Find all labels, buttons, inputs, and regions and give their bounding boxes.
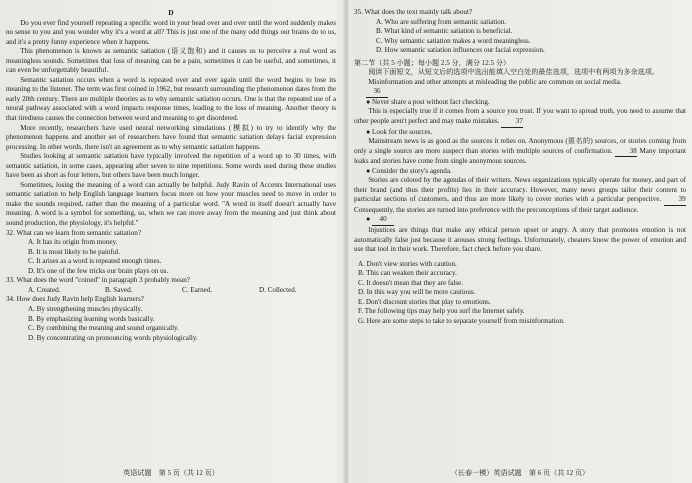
blank-36: 36 xyxy=(366,87,388,98)
paragraph-2: This phenomenon is known as semantic satiation (语义饱和) and it causes us to perceive a real word as meaningless sounds. Sometimes that loss of meaning can be a pain, sometimes it can be useful, and sometimes, it can even be unforgettably beautiful. xyxy=(6,47,336,75)
question-34-stem: 34. How does Judy Ravin help English learners? xyxy=(6,295,144,304)
page-fold xyxy=(343,0,349,483)
page-6-footer: （长春一模）英语试题 第 6 页（共 12 页） xyxy=(450,469,590,478)
question-34-option-a: A. By strengthening muscles physically. xyxy=(28,304,143,313)
question-33-options xyxy=(28,286,336,296)
paragraph-fact-check xyxy=(354,107,686,127)
question-35-option-a: A. Who are suffering from semantic satiation. xyxy=(376,17,507,26)
question-35-stem: 35. What does the text mainly talk about? xyxy=(354,8,473,16)
option-a: A. Don't view stories with caution. xyxy=(358,259,457,268)
tip-2: ● Look for the sources. xyxy=(366,127,433,136)
blank-37: 37 xyxy=(501,117,523,128)
paragraph-fact-check-text: This is especially true if it comes from a source you trust. If you want to spread truth, you need to assume that other people aren't perfect and may make mistakes. xyxy=(354,107,686,126)
question-32-option-c: C. It arises as a word is repeated enough times. xyxy=(28,257,162,266)
option-c: C. It doesn't mean that they are false. xyxy=(358,278,464,287)
paragraph-sources xyxy=(354,137,686,167)
paragraph-agenda-text-a: Stories are colored by the agendas of their writers. News organizations typically operate for money, and part of their brand (and thus their profits) lies in their accuracy. However, many news groups tailor their content to particular sections of customers, and thus are more likely to cover stories with a particular perspective. xyxy=(354,176,686,204)
question-32-option-a: A. It has its origin from money. xyxy=(28,238,118,247)
question-32-stem: 32. What can we learn from semantic satiation? xyxy=(6,228,141,237)
question-35-option-b: B. What kind of semantic satiation is beneficial. xyxy=(376,27,513,36)
question-33-stem: 33. What does the word "coined" in paragraph 3 probably mean? xyxy=(6,276,190,285)
tip-3: ● Consider the story's agenda. xyxy=(366,166,452,175)
page-5 xyxy=(6,8,336,479)
paragraph-emotion: Injustices are things that make any ethical person upset or angry. A story that promotes emotion is not automatically false just because it arouses strong feelings. Unfortunately, cheaters know the power of emotion and use that tool in their work. Therefore, fact check before you share. xyxy=(354,226,686,254)
bullet-dot: ● xyxy=(366,215,371,224)
question-34-option-d: D. By concentrating on pronouncing words physiologically. xyxy=(28,333,198,342)
blank-40: 40 xyxy=(372,215,394,226)
passage-letter: D xyxy=(168,8,174,17)
paragraph-6: Sometimes, losing the meaning of a word can actually be helpful. Judy Ravin of Accents International uses semantic satiation to help English language learners focus more on how your muscles need to move in order to make the sounds required, rather than the meaning of a particular word. "A word in itself doesn't actually have meaning. A word is a symbol for something, so, when we can move away from the meaning and just think about sound production, the physiology, it's helpful." xyxy=(6,180,336,228)
section-2-instructions: 阅读下面短文，从短文后的选项中选出能填入空白处的最佳选项，选项中有两项为多余选项。 xyxy=(368,68,660,77)
question-34-option-c: C. By combining the meaning and sound organically. xyxy=(28,324,179,333)
question-35-option-c: C. Why semantic satiation makes a word meaningless. xyxy=(376,36,531,45)
intro-paragraph: Misinformation and other attempts at misleading the public are common on social media. xyxy=(368,77,622,86)
question-32-option-d: D. It's one of the few tricks our brain plays on us. xyxy=(28,266,169,275)
option-f: F. The following tips may help you surf the Internet safely. xyxy=(358,307,525,316)
question-33-option-c: C. Earned. xyxy=(182,285,213,294)
option-g: G. Here are some steps to take to separate yourself from misinformation. xyxy=(358,316,565,325)
option-b: B. This can weaken their accuracy. xyxy=(358,269,457,278)
paragraph-1: Do you ever find yourself repeating a specific word in your head over and over until the word suddenly makes no sense to you and you wonder why it's a word at all? This is just one of the many odd things our brains do to us, and it's a pretty funny experience when it happens. xyxy=(6,18,336,46)
blank-38: 38 xyxy=(615,147,637,158)
question-33-option-a: A. Created. xyxy=(28,285,61,294)
question-35-option-d: D. How semantic satiation influences our facial expression. xyxy=(376,46,545,55)
section-2-heading: 第二节（共 5 小题；每小题 2.5 分，满分 12.5 分） xyxy=(354,58,511,67)
question-32-option-b: B. It is most likely to be painful. xyxy=(28,247,121,256)
blank-36-line xyxy=(366,87,686,98)
paragraph-agenda-text-b: Consequently, the stories are turned into preference with the preconceptions of their target audience. xyxy=(354,205,639,214)
page-5-footer: 英语试题 第 5 页（共 12 页） xyxy=(123,469,219,478)
paragraph-4: More recently, researchers have used neural networking simulations (模拟) to try to identify why the phenomenon happens and another set of researchers have found that semantic satiation delays facial expression processing. In other words, there isn't an agreement as to why semantic satiation happens. xyxy=(6,123,336,151)
blank-39: 39 xyxy=(664,195,686,206)
paragraph-3: Semantic satiation occurs when a word is repeated over and over again until the word begins to lose its meaning to the listener. The term was first coined in 1962, but research surrounding the phenomenon dates from the early 20th century. There are multiple theories as to why semantic satiation occurs. One is that the repeated use of a neural pathway associated with a word impacts response times, leading to the loss of meaning. Another theory is that tiredness causes the connection between word and meaning to get disordered. xyxy=(6,75,336,123)
question-33-option-d: D. Collected. xyxy=(259,285,297,294)
paragraph-agenda xyxy=(354,176,686,215)
paragraph-sources-text-a: Mainstream news is as good as the sources it relies on. Anonymous (匿名的) sources, or stories coming from only a single source are more suspect than stories with multiple sources of confirmation. xyxy=(354,137,686,155)
option-e: E. Don't discount stories that play to emotions. xyxy=(358,297,491,306)
paragraph-5: Studies looking at semantic satiation have typically involved the repetition of a word up to 30 times, with semantic satiation, in some cases, appearing after seven to nine repetitions. Some words used during these studies have been as short as four letters, but others have been much longer. xyxy=(6,152,336,180)
tip-4 xyxy=(366,215,686,226)
question-34-option-b: B. By emphasizing learning words basically. xyxy=(28,314,155,323)
option-d: D. In this way you will be more cautious. xyxy=(358,288,476,297)
paragraph-sources-text-b: Many important leaks and stories have come from single anonymous sources. xyxy=(354,146,686,166)
tip-1: ● Never share a post without fact checking. xyxy=(366,97,490,106)
question-33-option-b: B. Saved. xyxy=(105,285,133,294)
page-6 xyxy=(354,8,686,479)
